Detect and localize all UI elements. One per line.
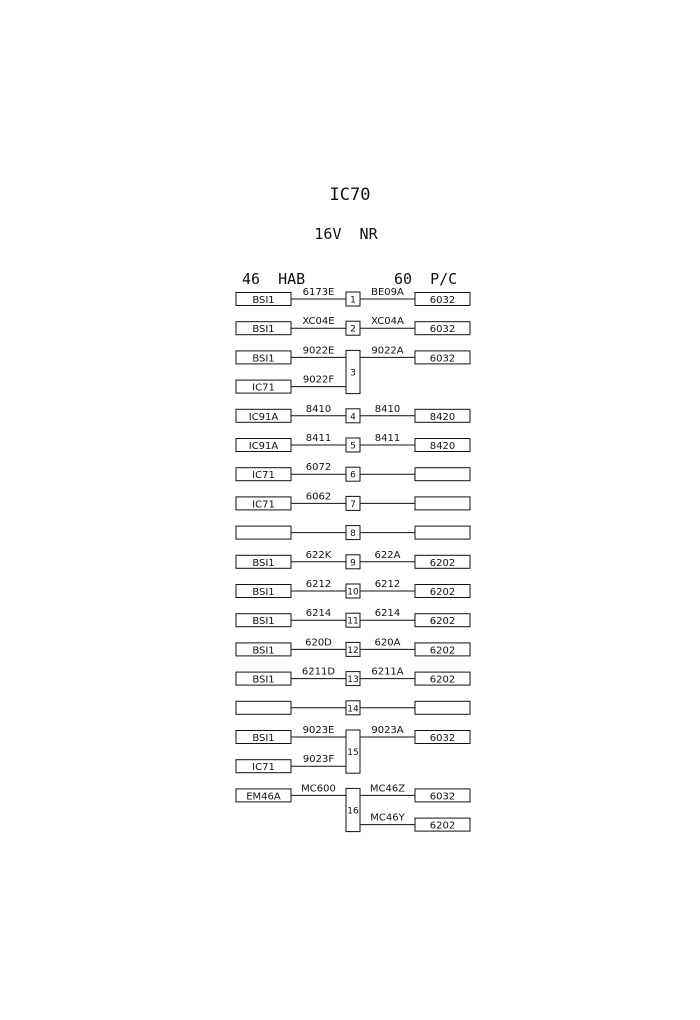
right-wire-label: 6214 bbox=[374, 608, 401, 620]
left-wire-label: 8410 bbox=[305, 403, 332, 415]
right-terminal-label: 6032 bbox=[429, 733, 456, 744]
left-wire-label: 8411 bbox=[305, 433, 332, 444]
right-terminal-box bbox=[415, 701, 470, 714]
left-terminal-label: BSI1 bbox=[252, 616, 275, 628]
pin-number-5: 5 bbox=[350, 441, 356, 452]
left-wire-label: 6173E bbox=[302, 287, 335, 298]
left-terminal-label: BSI1 bbox=[252, 324, 275, 336]
left-wire-label: 6211D bbox=[301, 666, 336, 678]
pin-number-4: 4 bbox=[350, 412, 356, 423]
pin-number-3: 3 bbox=[350, 368, 356, 379]
pin-number-8: 8 bbox=[350, 529, 356, 540]
pin-number-1: 1 bbox=[350, 295, 356, 306]
right-terminal-label: 6202 bbox=[429, 587, 456, 598]
right-wire-label: 9022A bbox=[371, 345, 404, 357]
left-terminal-label: IC71 bbox=[252, 499, 275, 511]
pin-number-16: 16 bbox=[347, 806, 359, 817]
right-terminal-label: 6202 bbox=[429, 820, 456, 832]
right-wire-label: 6211A bbox=[371, 666, 404, 678]
pin-number-7: 7 bbox=[350, 499, 356, 510]
pin-number-10: 10 bbox=[347, 587, 359, 598]
left-wire-label: 6214 bbox=[305, 608, 332, 620]
left-wire-label: 9023F bbox=[302, 754, 335, 766]
left-wire-label: 9023E bbox=[302, 725, 335, 736]
left-terminal-label: BSI1 bbox=[252, 733, 275, 744]
left-terminal-label: BSI1 bbox=[252, 587, 275, 598]
left-wire-label: MC600 bbox=[301, 783, 336, 795]
pin-number-2: 2 bbox=[350, 324, 356, 335]
left-wire-label: 6072 bbox=[305, 462, 332, 474]
right-terminal-label: 8420 bbox=[429, 441, 456, 452]
right-terminal-label: 6032 bbox=[429, 791, 456, 803]
right-terminal-label: 6202 bbox=[429, 645, 456, 657]
connector-rows bbox=[236, 287, 470, 832]
right-wire-label: 622A bbox=[374, 549, 401, 561]
left-terminal-label: BSI1 bbox=[252, 295, 275, 306]
left-wire-label: 622K bbox=[305, 549, 332, 561]
right-terminal-label: 6202 bbox=[429, 557, 456, 569]
left-terminal-label: IC91A bbox=[248, 441, 279, 452]
right-wire-label: MC46Z bbox=[369, 783, 406, 795]
left-terminal-label: BSI1 bbox=[252, 645, 275, 657]
left-wire-label: 9022F bbox=[302, 374, 335, 386]
left-wire-label: 9022E bbox=[302, 345, 335, 357]
right-terminal-box bbox=[415, 497, 470, 510]
right-wire-label: 6212 bbox=[374, 579, 401, 590]
right-wire-label: 9023A bbox=[371, 725, 404, 736]
right-terminal-label: 6202 bbox=[429, 616, 456, 628]
right-wire-label: XC04A bbox=[371, 316, 404, 328]
right-terminal-label: 6202 bbox=[429, 674, 456, 686]
right-wire-label: BE09A bbox=[371, 287, 404, 298]
left-terminal-box bbox=[236, 526, 291, 539]
left-wire-label: 620D bbox=[305, 637, 332, 649]
left-wire-label: 6212 bbox=[305, 579, 332, 590]
pin-number-12: 12 bbox=[347, 645, 359, 656]
left-terminal-label: BSI1 bbox=[252, 674, 275, 686]
left-terminal-label: IC71 bbox=[252, 762, 275, 774]
right-terminal-label: 6032 bbox=[429, 324, 456, 336]
connector-title: IC70 bbox=[329, 185, 371, 205]
left-terminal-label: BSI1 bbox=[252, 557, 275, 569]
right-header: 60 P/C bbox=[394, 270, 458, 288]
right-wire-label: MC46Y bbox=[370, 812, 405, 824]
pin-number-11: 11 bbox=[347, 616, 359, 627]
right-terminal-label: 6032 bbox=[429, 295, 456, 306]
left-wire-label: 6062 bbox=[305, 491, 332, 503]
left-terminal-label: BSI1 bbox=[252, 353, 275, 365]
left-terminal-label: IC71 bbox=[252, 382, 275, 394]
left-terminal-label: IC71 bbox=[252, 470, 275, 482]
right-terminal-label: 6032 bbox=[429, 353, 456, 365]
pin-number-13: 13 bbox=[347, 675, 359, 686]
left-wire-label: XC04E bbox=[302, 316, 335, 328]
right-wire-label: 8411 bbox=[374, 433, 401, 444]
left-header: 46 HAB bbox=[242, 270, 306, 288]
pin-number-6: 6 bbox=[350, 470, 356, 481]
right-terminal-box bbox=[415, 468, 470, 481]
left-terminal-label: EM46A bbox=[246, 791, 281, 803]
right-terminal-box bbox=[415, 526, 470, 539]
connector-subtitle: 16V NR bbox=[314, 225, 378, 243]
right-terminal-label: 8420 bbox=[429, 411, 456, 423]
pin-number-14: 14 bbox=[347, 704, 359, 715]
right-wire-label: 8410 bbox=[374, 403, 401, 415]
left-terminal-box bbox=[236, 701, 291, 714]
right-wire-label: 620A bbox=[374, 637, 401, 649]
pin-number-9: 9 bbox=[350, 558, 356, 569]
pin-number-15: 15 bbox=[347, 748, 359, 759]
left-terminal-label: IC91A bbox=[248, 411, 279, 423]
